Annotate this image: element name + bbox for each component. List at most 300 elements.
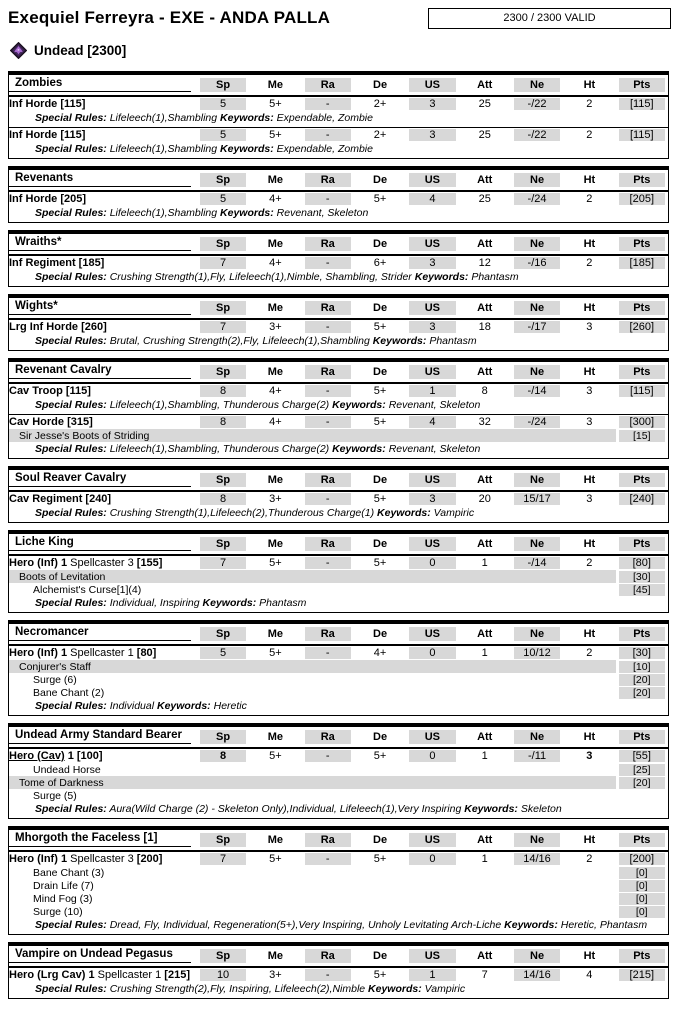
stat-value: 8 bbox=[200, 385, 246, 397]
special-rules-row bbox=[9, 111, 668, 128]
stat-value: 3 bbox=[409, 98, 455, 110]
item-points-cell bbox=[616, 570, 668, 583]
stat-value: -/22 bbox=[514, 129, 560, 141]
section-header-row bbox=[9, 624, 668, 645]
section-title: Undead Army Standard Bearer bbox=[9, 729, 191, 744]
stat-cell bbox=[563, 96, 615, 111]
stat-cell bbox=[616, 96, 668, 111]
stat-value: 0 bbox=[409, 647, 455, 659]
keywords-label: Keywords: bbox=[504, 919, 558, 931]
unit-section-table bbox=[9, 624, 668, 715]
unit-section-table bbox=[9, 830, 668, 934]
item-name bbox=[9, 763, 616, 776]
column-header: De bbox=[373, 78, 388, 91]
column-header: US bbox=[409, 730, 455, 744]
column-header-cell bbox=[197, 830, 249, 851]
keywords-text: Revenant, Skeleton bbox=[276, 207, 369, 219]
column-header: Ra bbox=[305, 301, 351, 315]
section-title: Liche King bbox=[9, 536, 191, 551]
keywords-label: Keywords: bbox=[220, 143, 274, 155]
column-header: Ht bbox=[583, 237, 596, 250]
section-header-row bbox=[9, 946, 668, 967]
special-rules-row bbox=[9, 982, 668, 998]
stat-value: - bbox=[305, 385, 351, 397]
unit-section-table bbox=[9, 727, 668, 818]
stat-cell bbox=[406, 191, 458, 206]
column-header: Me bbox=[267, 473, 284, 486]
section-header-row bbox=[9, 170, 668, 191]
column-header-cell bbox=[459, 830, 511, 851]
column-header: Sp bbox=[200, 301, 246, 315]
unit-name-part: Lrg Inf Horde [260] bbox=[9, 321, 107, 333]
unit-section-table bbox=[9, 470, 668, 522]
unit-name-part: Inf Horde [115] bbox=[9, 98, 86, 110]
column-header: Pts bbox=[619, 730, 665, 744]
special-rules-text: Lifeleech(1),Shambling bbox=[109, 112, 218, 124]
stat-cell bbox=[616, 415, 668, 430]
stat-cell bbox=[563, 555, 615, 570]
item-label: Bane Chant (3) bbox=[33, 866, 105, 879]
column-header-cell bbox=[249, 170, 301, 191]
stat-cell bbox=[197, 851, 249, 866]
column-header: US bbox=[409, 473, 455, 487]
stat-value: 14/16 bbox=[514, 969, 560, 981]
stat-cell bbox=[354, 967, 406, 982]
section-title-cell bbox=[9, 946, 197, 967]
column-header-cell bbox=[563, 362, 615, 383]
stat-cell bbox=[302, 748, 354, 763]
column-header: Ne bbox=[514, 237, 560, 251]
column-header-cell bbox=[302, 362, 354, 383]
item-row bbox=[9, 673, 668, 686]
stat-value: - bbox=[305, 257, 351, 269]
column-header-cell bbox=[616, 727, 668, 748]
stat-cell bbox=[563, 645, 615, 660]
column-header-cell bbox=[249, 830, 301, 851]
stat-value: 2 bbox=[586, 647, 593, 659]
unit-section bbox=[8, 358, 669, 459]
unit-name-part: Cav Horde [315] bbox=[9, 416, 93, 428]
section-header-row bbox=[9, 470, 668, 491]
item-points-cell bbox=[616, 686, 668, 699]
stat-cell bbox=[563, 851, 615, 866]
special-rules-row bbox=[9, 802, 668, 818]
stat-value: 5+ bbox=[269, 98, 282, 110]
column-header-cell bbox=[302, 470, 354, 491]
stat-cell bbox=[406, 645, 458, 660]
special-rules-text: Individual, Inspiring bbox=[109, 597, 200, 609]
column-header: Pts bbox=[619, 949, 665, 963]
section-header-row bbox=[9, 298, 668, 319]
column-header: US bbox=[409, 833, 455, 847]
stat-cell bbox=[511, 319, 563, 334]
unit-name-part: 1 [100] bbox=[67, 750, 103, 762]
stat-cell bbox=[616, 383, 668, 398]
special-rules bbox=[9, 982, 668, 998]
stat-value: 5+ bbox=[269, 853, 282, 865]
keywords-label: Keywords: bbox=[220, 112, 274, 124]
column-header: US bbox=[409, 237, 455, 251]
column-header: Ht bbox=[583, 949, 596, 962]
section-title-cell bbox=[9, 234, 197, 255]
column-header-cell bbox=[354, 75, 406, 96]
column-header: Ht bbox=[583, 537, 596, 550]
column-header: Ra bbox=[305, 833, 351, 847]
unit-stat-row bbox=[9, 748, 668, 763]
column-header-cell bbox=[197, 234, 249, 255]
stat-value: 1 bbox=[481, 853, 488, 865]
stat-value: [55] bbox=[619, 750, 665, 762]
stat-cell bbox=[459, 128, 511, 143]
column-header: Ne bbox=[514, 949, 560, 963]
unit-stat-row bbox=[9, 851, 668, 866]
stat-value: -/14 bbox=[514, 557, 560, 569]
stat-value: 5+ bbox=[373, 969, 387, 981]
item-points-cell bbox=[616, 429, 668, 442]
column-header: Pts bbox=[619, 173, 665, 187]
unit-name-part: [80] bbox=[136, 647, 157, 659]
stat-cell bbox=[616, 645, 668, 660]
stat-cell bbox=[354, 96, 406, 111]
stat-value: [300] bbox=[619, 416, 665, 428]
stat-cell bbox=[406, 967, 458, 982]
column-header: Me bbox=[267, 173, 284, 186]
column-header: Ra bbox=[305, 78, 351, 92]
section-header-row bbox=[9, 75, 668, 96]
keywords-text: Skeleton bbox=[520, 803, 562, 815]
column-header-cell bbox=[459, 170, 511, 191]
section-title-cell bbox=[9, 727, 197, 748]
unit-name-part: Hero (Lrg Cav) 1 bbox=[9, 969, 95, 981]
unit-name-part: Spellcaster 3 bbox=[70, 853, 134, 865]
stat-value: 25 bbox=[478, 193, 491, 205]
points-validation-badge: 2300 / 2300 VALID bbox=[428, 8, 671, 29]
column-header-cell bbox=[616, 534, 668, 555]
column-header-cell bbox=[616, 298, 668, 319]
column-header-cell bbox=[197, 75, 249, 96]
column-header-cell bbox=[616, 946, 668, 967]
stat-cell bbox=[354, 491, 406, 506]
stat-value: 7 bbox=[200, 321, 246, 333]
special-rules-row bbox=[9, 506, 668, 522]
stat-value: 5 bbox=[200, 647, 246, 659]
column-header: US bbox=[409, 365, 455, 379]
undead-faction-icon bbox=[10, 42, 27, 59]
section-header-row bbox=[9, 362, 668, 383]
stat-cell bbox=[354, 255, 406, 270]
unit-name bbox=[9, 191, 197, 206]
column-header: Ra bbox=[305, 365, 351, 379]
column-header-cell bbox=[249, 946, 301, 967]
column-header: De bbox=[373, 537, 388, 550]
keywords-label: Keywords: bbox=[332, 399, 386, 411]
stat-value: 4+ bbox=[269, 416, 282, 428]
unit-section-table bbox=[9, 298, 668, 350]
column-header-cell bbox=[197, 534, 249, 555]
item-label: Surge (5) bbox=[33, 789, 77, 802]
stat-value: 32 bbox=[478, 416, 491, 428]
column-header: Att bbox=[477, 949, 493, 962]
stat-cell bbox=[616, 851, 668, 866]
unit-name-part: Spellcaster 1 bbox=[70, 647, 134, 659]
item-points: [45] bbox=[619, 584, 665, 596]
stat-cell bbox=[563, 191, 615, 206]
unit-name bbox=[9, 96, 197, 111]
section-title: Soul Reaver Cavalry bbox=[9, 472, 191, 487]
column-header: Sp bbox=[200, 237, 246, 251]
column-header-cell bbox=[302, 534, 354, 555]
column-header: Pts bbox=[619, 301, 665, 315]
column-header: Att bbox=[477, 237, 493, 250]
section-header-row bbox=[9, 727, 668, 748]
unit-name bbox=[9, 748, 197, 763]
column-header-cell bbox=[563, 830, 615, 851]
column-header-cell bbox=[406, 470, 458, 491]
item-points-cell bbox=[616, 879, 668, 892]
item-points: [20] bbox=[619, 687, 665, 699]
unit-section bbox=[8, 71, 669, 159]
column-header-cell bbox=[511, 170, 563, 191]
stat-value: 25 bbox=[478, 98, 491, 110]
item-row bbox=[9, 763, 668, 776]
item-name bbox=[9, 570, 616, 583]
column-header: Sp bbox=[200, 78, 246, 92]
special-rules bbox=[9, 596, 668, 612]
unit-name-part: Hero (Inf) 1 bbox=[9, 647, 68, 659]
stat-value: -/14 bbox=[514, 385, 560, 397]
column-header: Ne bbox=[514, 78, 560, 92]
column-header: Ht bbox=[583, 365, 596, 378]
column-header-cell bbox=[563, 470, 615, 491]
special-rules-text: Crushing Strength(1),Lifeleech(2),Thunderous Charge(1) bbox=[109, 507, 375, 519]
stat-cell bbox=[249, 748, 301, 763]
stat-value: 3 bbox=[409, 321, 455, 333]
column-header-cell bbox=[354, 946, 406, 967]
column-header-cell bbox=[354, 298, 406, 319]
column-header: US bbox=[409, 78, 455, 92]
section-title: Wraiths* bbox=[9, 236, 191, 251]
item-label: Mind Fog (3) bbox=[33, 892, 93, 905]
stat-cell bbox=[249, 128, 301, 143]
item-points-cell bbox=[616, 763, 668, 776]
item-row bbox=[9, 660, 668, 673]
stat-cell bbox=[354, 128, 406, 143]
stat-value: 2 bbox=[586, 129, 593, 141]
stat-value: 2+ bbox=[373, 129, 387, 141]
stat-value: 8 bbox=[200, 416, 246, 428]
column-header-cell bbox=[249, 534, 301, 555]
stat-cell bbox=[563, 128, 615, 143]
column-header-cell bbox=[616, 75, 668, 96]
keywords-text: Expendable, Zombie bbox=[276, 112, 373, 124]
column-header-cell bbox=[563, 298, 615, 319]
stat-cell bbox=[249, 491, 301, 506]
column-header-cell bbox=[459, 534, 511, 555]
stat-cell bbox=[302, 645, 354, 660]
column-header-cell bbox=[616, 170, 668, 191]
special-rules-label: Special Rules: bbox=[35, 443, 107, 455]
unit-section-table bbox=[9, 946, 668, 998]
column-header-cell bbox=[197, 298, 249, 319]
unit-stat-row bbox=[9, 319, 668, 334]
keywords-text: Phantasm bbox=[471, 271, 519, 283]
column-header: Ht bbox=[583, 173, 596, 186]
column-header: Att bbox=[477, 365, 493, 378]
section-title-cell bbox=[9, 362, 197, 383]
item-label: Tome of Darkness bbox=[19, 776, 104, 789]
item-points: [15] bbox=[619, 430, 665, 442]
special-rules-row bbox=[9, 596, 668, 612]
column-header-cell bbox=[459, 946, 511, 967]
unit-name-part: Hero (Inf) 1 bbox=[9, 853, 68, 865]
unit-stat-row bbox=[9, 128, 668, 143]
column-header: Me bbox=[267, 627, 284, 640]
stat-cell bbox=[459, 748, 511, 763]
item-points-cell bbox=[616, 660, 668, 673]
special-rules-text: Aura(Wild Charge (2) - Skeleton Only),Individual, Lifeleech(1),Very Inspiring bbox=[109, 803, 462, 815]
stat-value: 2 bbox=[586, 98, 593, 110]
stat-cell bbox=[249, 319, 301, 334]
page-title: Exequiel Ferreyra - EXE - ANDA PALLA bbox=[8, 8, 331, 27]
unit-section-table bbox=[9, 75, 668, 158]
column-header: US bbox=[409, 173, 455, 187]
stat-value: 5+ bbox=[373, 416, 387, 428]
stat-value: 20 bbox=[478, 493, 491, 505]
item-row bbox=[9, 686, 668, 699]
stat-value: -/24 bbox=[514, 416, 560, 428]
stat-cell bbox=[406, 851, 458, 866]
item-points-cell bbox=[616, 866, 668, 879]
keywords-label: Keywords: bbox=[377, 507, 431, 519]
column-header: Sp bbox=[200, 473, 246, 487]
column-header-cell bbox=[354, 830, 406, 851]
column-header: US bbox=[409, 949, 455, 963]
special-rules-label: Special Rules: bbox=[35, 399, 107, 411]
stat-cell bbox=[406, 748, 458, 763]
column-header-cell bbox=[406, 727, 458, 748]
stat-cell bbox=[406, 383, 458, 398]
column-header: Me bbox=[267, 301, 284, 314]
column-header: Sp bbox=[200, 537, 246, 551]
column-header-cell bbox=[249, 234, 301, 255]
column-header-cell bbox=[302, 946, 354, 967]
column-header-cell bbox=[563, 170, 615, 191]
stat-cell bbox=[459, 191, 511, 206]
unit-name-part: Hero (Cav) bbox=[9, 750, 65, 762]
item-row bbox=[9, 776, 668, 789]
column-header-cell bbox=[249, 362, 301, 383]
stat-cell bbox=[616, 255, 668, 270]
column-header: Ra bbox=[305, 173, 351, 187]
item-label: Sir Jesse's Boots of Striding bbox=[19, 429, 150, 442]
keywords-label: Keywords: bbox=[220, 207, 274, 219]
column-header: De bbox=[373, 173, 388, 186]
stat-value: - bbox=[305, 493, 351, 505]
column-header: Ra bbox=[305, 730, 351, 744]
stat-cell bbox=[197, 191, 249, 206]
item-points: [30] bbox=[619, 571, 665, 583]
column-header-cell bbox=[563, 75, 615, 96]
item-label: Surge (10) bbox=[33, 905, 83, 918]
column-header-cell bbox=[197, 727, 249, 748]
column-header: Ne bbox=[514, 537, 560, 551]
stat-value: 2 bbox=[586, 853, 593, 865]
column-header-cell bbox=[249, 470, 301, 491]
unit-section bbox=[8, 530, 669, 613]
unit-stat-row bbox=[9, 645, 668, 660]
special-rules-text: Lifeleech(1),Shambling bbox=[109, 207, 218, 219]
column-header: Ht bbox=[583, 473, 596, 486]
stat-cell bbox=[197, 96, 249, 111]
column-header: Ht bbox=[583, 627, 596, 640]
stat-cell bbox=[249, 255, 301, 270]
stat-value: 7 bbox=[200, 853, 246, 865]
column-header: Ne bbox=[514, 365, 560, 379]
column-header-cell bbox=[511, 298, 563, 319]
stat-value: - bbox=[305, 321, 351, 333]
column-header-cell bbox=[616, 470, 668, 491]
stat-cell bbox=[302, 191, 354, 206]
stat-value: 3 bbox=[409, 493, 455, 505]
stat-cell bbox=[616, 967, 668, 982]
stat-cell bbox=[459, 255, 511, 270]
column-header: Ra bbox=[305, 537, 351, 551]
column-header: De bbox=[373, 473, 388, 486]
keywords-label: Keywords: bbox=[368, 983, 422, 995]
stat-cell bbox=[459, 491, 511, 506]
column-header-cell bbox=[354, 170, 406, 191]
stat-value: -/16 bbox=[514, 257, 560, 269]
stat-value: 3 bbox=[586, 321, 593, 333]
column-header-cell bbox=[302, 727, 354, 748]
column-header: Att bbox=[477, 173, 493, 186]
column-header: Ra bbox=[305, 473, 351, 487]
stat-value: 3 bbox=[586, 416, 593, 428]
stat-value: - bbox=[305, 853, 351, 865]
item-name bbox=[9, 686, 616, 699]
column-header: Att bbox=[477, 627, 493, 640]
column-header-cell bbox=[302, 75, 354, 96]
item-name bbox=[9, 905, 616, 918]
stat-value: - bbox=[305, 193, 351, 205]
stat-cell bbox=[511, 491, 563, 506]
section-title: Revenant Cavalry bbox=[9, 364, 191, 379]
stat-cell bbox=[459, 383, 511, 398]
special-rules-row bbox=[9, 206, 668, 222]
stat-value: 8 bbox=[200, 750, 246, 762]
stat-cell bbox=[197, 255, 249, 270]
stat-value: 7 bbox=[200, 557, 246, 569]
stat-value: 3 bbox=[586, 385, 593, 397]
column-header: Sp bbox=[200, 730, 246, 744]
stat-cell bbox=[249, 191, 301, 206]
stat-cell bbox=[197, 128, 249, 143]
column-header-cell bbox=[406, 298, 458, 319]
stat-cell bbox=[249, 645, 301, 660]
column-header: Att bbox=[477, 473, 493, 486]
stat-cell bbox=[354, 851, 406, 866]
column-header: Pts bbox=[619, 365, 665, 379]
unit-section bbox=[8, 942, 669, 999]
keywords-label: Keywords: bbox=[464, 803, 518, 815]
column-header-cell bbox=[197, 624, 249, 645]
stat-cell bbox=[616, 128, 668, 143]
stat-cell bbox=[197, 748, 249, 763]
column-header-cell bbox=[511, 830, 563, 851]
column-header: Att bbox=[477, 537, 493, 550]
unit-stat-row bbox=[9, 191, 668, 206]
stat-value: 25 bbox=[478, 129, 491, 141]
